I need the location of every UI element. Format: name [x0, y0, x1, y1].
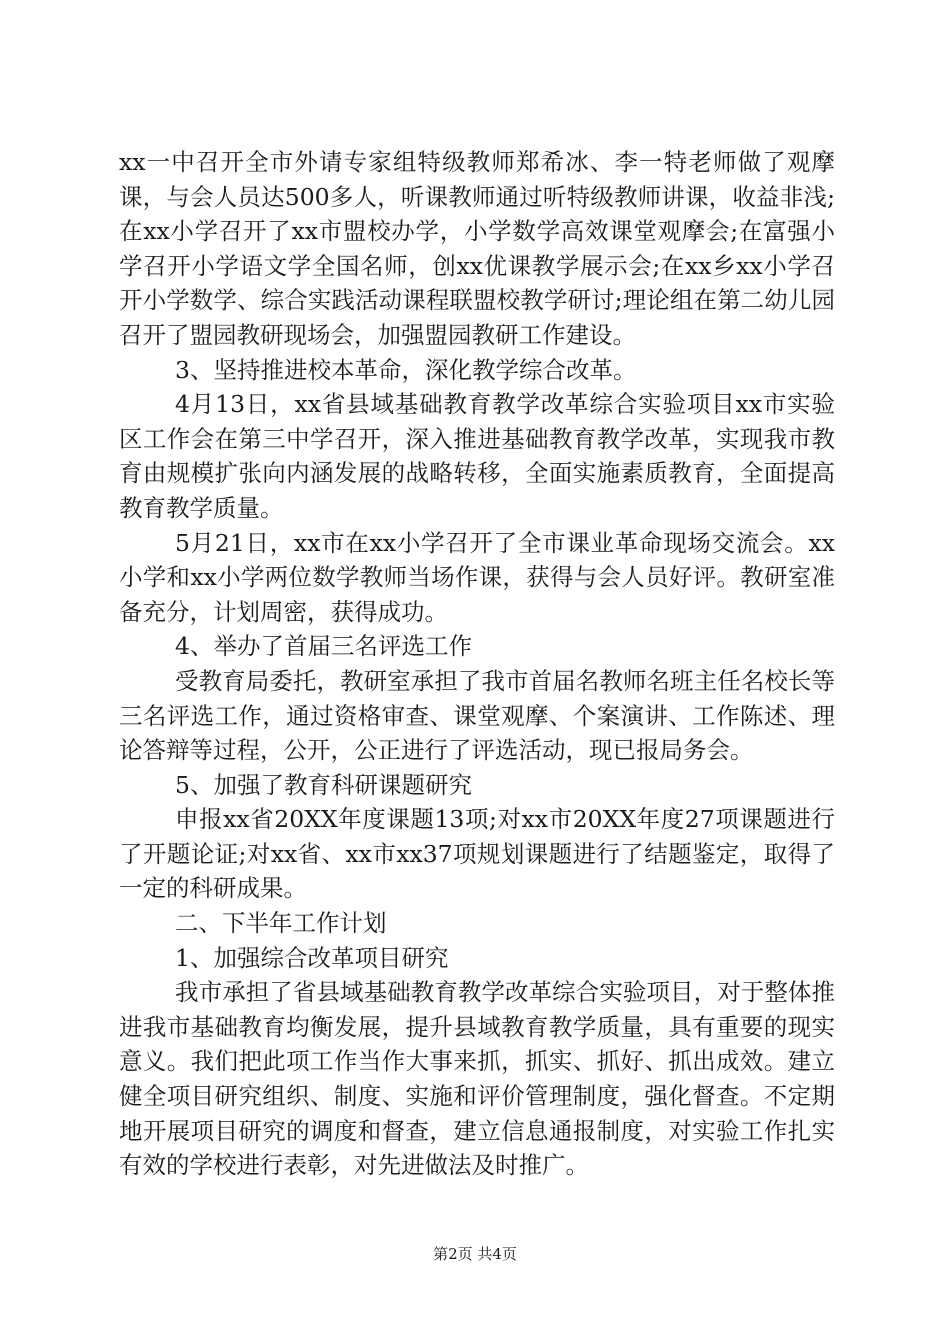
heading-school-reform: 3、坚持推进校本革命，深化教学综合改革。 — [175, 355, 637, 384]
document-body — [119, 145, 835, 1183]
paragraph-research-projects: 申报xx省20XX年度课题13项;对xx市20XX年度27项课题进行了开题论证;对xx省、xx市xx37项规划课题进行了结题鉴定，取得了一定的科研成果。 — [119, 805, 835, 903]
heading-research-projects: 5、加强了教育科研课题研究 — [175, 770, 472, 799]
paragraph-meetings-continued: xx一中召开全市外请专家组特级教师郑希冰、李一特老师做了观摩课，与会人员达500多人，听课教师通过听特级教师讲课，收益非浅;在xx小学召开了xx市盟校办学，小学数学高效课堂观摩会;在富强小学召开小学语文学全国名师，创xx优课教学展示会;在xx乡xx小学召开小学数学、综合实践活动课程联盟校教学研讨;理论组在第二幼儿园召开了盟园教研现场会，加强盟园教研工作建设。 — [119, 148, 835, 349]
page-number-footer: 第2页 共4页 — [433, 1245, 517, 1263]
paragraph-may-meeting: 5月21日，xx市在xx小学召开了全市课业革命现场交流会。xx小学和xx小学两位数学教师当场作课，获得与会人员好评。教研室准备充分，计划周密，获得成功。 — [119, 528, 835, 626]
paragraph-three-selection: 受教育局委托，教研室承担了我市首届名教师名班主任名校长等三名评选工作，通过资格审查、课堂观摩、个案演讲、工作陈述、理论答辩等过程，公开，公正进行了评选活动，现已报局务会。 — [119, 666, 835, 765]
heading-three-selection: 4、举办了首届三名评选工作 — [175, 632, 472, 661]
heading-reform-research: 1、加强综合改革项目研究 — [175, 943, 449, 972]
paragraph-april-meeting: 4月13日，xx省县域基础教育教学改革综合实验项目xx市实验区工作会在第三中学召开，深入推进基础教育教学改革，实现我市教育由规模扩张向内涵发展的战略转移，全面实施素质教育，全面提高教育教学质量。 — [119, 390, 835, 522]
paragraph-reform-research: 我市承担了省县域基础教育教学改革综合实验项目，对于整体推进我市基础教育均衡发展，提升县域教育教学质量，具有重要的现实意义。我们把此项工作当作大事来抓，抓实、抓好、抓出成效。建立健全项目研究组织、制度、实施和评价管理制度，强化督查。不定期地开展项目研究的调度和督查，建立信息通报制度，对实验工作扎实有效的学校进行表彰，对先进做法及时推广。 — [119, 978, 835, 1180]
heading-second-half-plan: 二、下半年工作计划 — [175, 909, 387, 938]
